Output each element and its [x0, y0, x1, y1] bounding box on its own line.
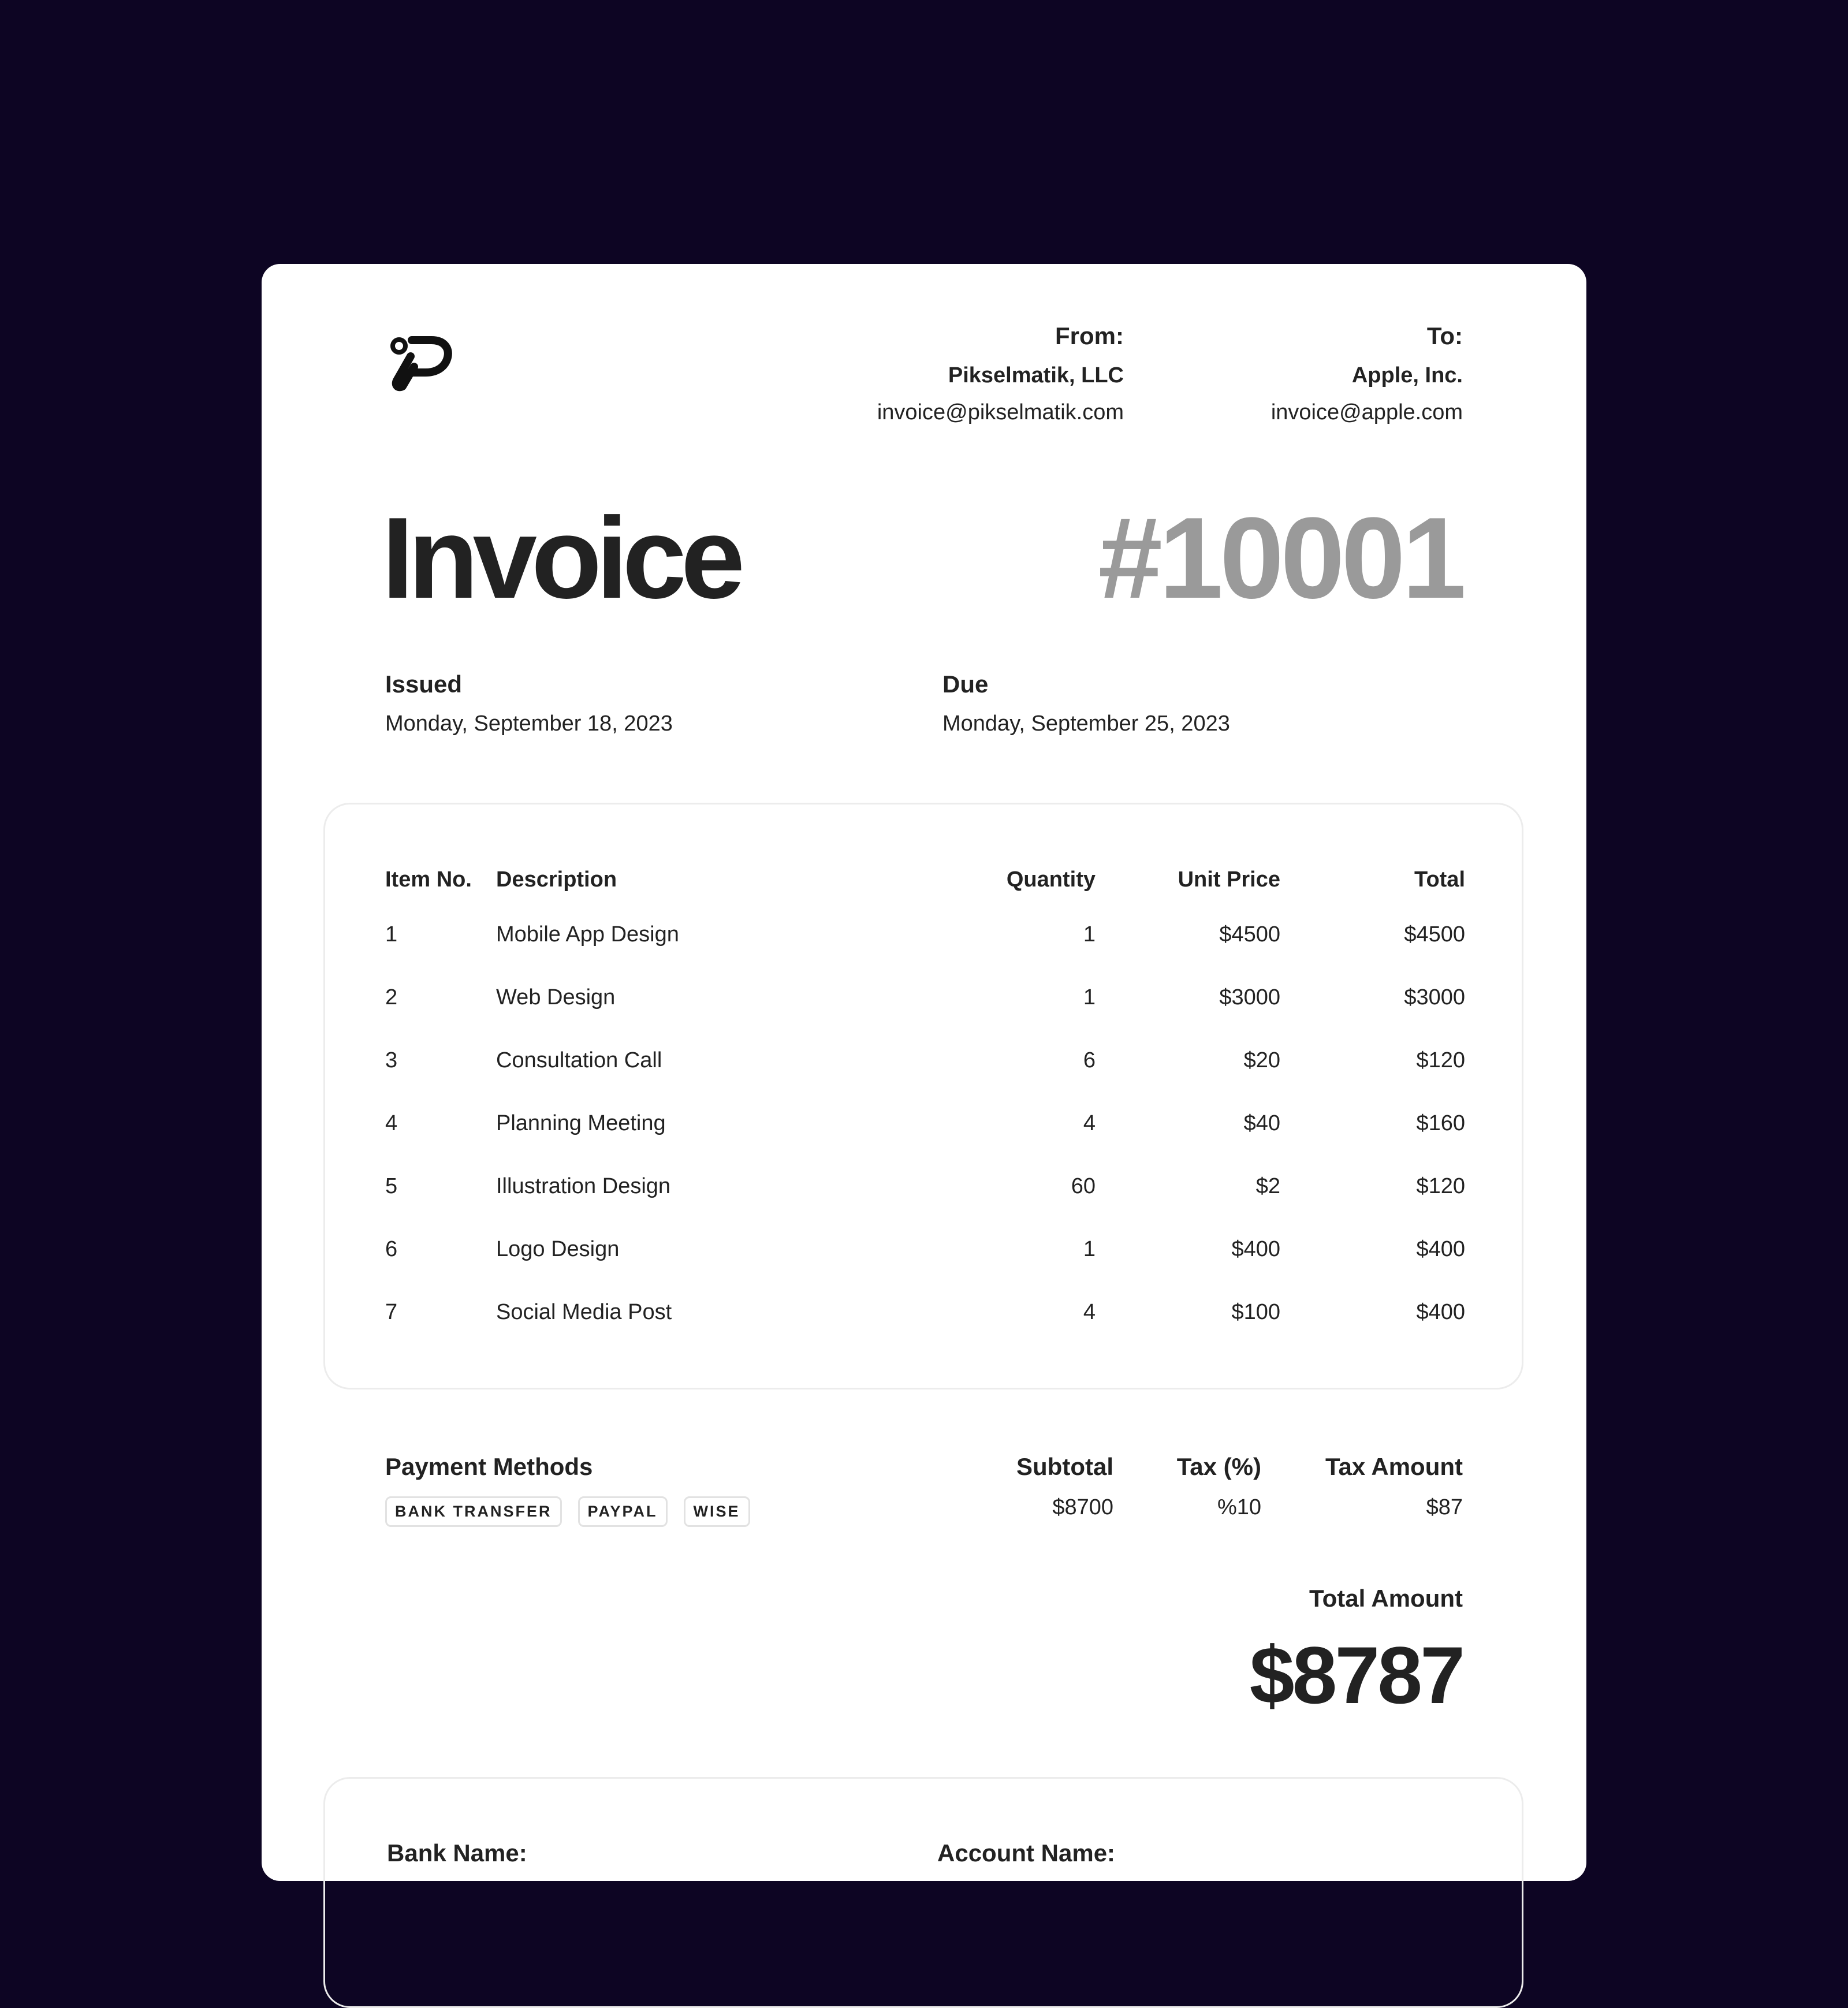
tax-rate-block — [1177, 1455, 1261, 1518]
item-description: Consultation Call — [496, 1048, 662, 1072]
item-no: 6 — [385, 1236, 398, 1261]
item-total: $400 — [1416, 1299, 1465, 1324]
table-row — [385, 1217, 1465, 1280]
payment-chip-paypal[interactable]: PAYPAL — [578, 1496, 668, 1527]
item-unit-price: $20 — [1243, 1048, 1280, 1072]
payment-chip-bank-transfer[interactable]: BANK TRANSFER — [385, 1496, 562, 1527]
payment-methods — [385, 1455, 750, 1527]
item-unit-price: $400 — [1231, 1236, 1280, 1261]
tax-amount-value: $87 — [1426, 1495, 1463, 1519]
account-name-label: Account Name: — [937, 1839, 1116, 1867]
from-email[interactable]: invoice@pikselmatik.com — [877, 400, 1124, 424]
header-item-no: Item No. — [385, 867, 472, 892]
item-description: Social Media Post — [496, 1299, 672, 1324]
item-total: $4500 — [1404, 922, 1465, 947]
item-total: $120 — [1416, 1048, 1465, 1072]
invoice-number: #10001 — [1098, 494, 1463, 623]
header-total: Total — [1414, 867, 1465, 892]
item-total: $120 — [1416, 1173, 1465, 1198]
item-description: Mobile App Design — [496, 922, 679, 947]
payment-method-chips — [385, 1496, 750, 1527]
table-row — [385, 1091, 1465, 1154]
total-amount-value: $8787 — [1249, 1630, 1463, 1720]
item-quantity: 4 — [1083, 1111, 1096, 1135]
item-quantity: 6 — [1083, 1048, 1096, 1072]
payment-methods-label: Payment Methods — [385, 1453, 593, 1480]
issued-date: Monday, September 18, 2023 — [385, 711, 673, 736]
header-quantity: Quantity — [1006, 867, 1096, 892]
to-label: To: — [1426, 322, 1463, 349]
item-description: Planning Meeting — [496, 1111, 666, 1135]
item-unit-price: $3000 — [1219, 985, 1280, 1009]
item-quantity: 1 — [1083, 1236, 1096, 1261]
item-quantity: 1 — [1083, 922, 1096, 947]
header-unit-price: Unit Price — [1178, 867, 1280, 892]
from-name: Pikselmatik, LLC — [948, 363, 1124, 388]
invoice-card — [262, 264, 1586, 1881]
item-no: 1 — [385, 922, 398, 947]
item-unit-price: $40 — [1243, 1111, 1280, 1135]
item-no: 5 — [385, 1173, 398, 1198]
tax-amount-block — [1325, 1455, 1463, 1518]
item-unit-price: $4500 — [1219, 922, 1280, 947]
item-quantity: 60 — [1071, 1173, 1096, 1198]
due-block — [942, 672, 1230, 735]
item-no: 4 — [385, 1111, 398, 1135]
tax-rate-label: Tax (%) — [1176, 1453, 1261, 1480]
table-row — [385, 1154, 1465, 1217]
to-block — [1271, 324, 1463, 423]
item-unit-price: $100 — [1231, 1299, 1280, 1324]
item-unit-price: $2 — [1255, 1173, 1280, 1198]
item-quantity: 1 — [1083, 985, 1096, 1009]
from-label: From: — [1055, 322, 1124, 349]
item-total: $3000 — [1404, 985, 1465, 1009]
table-row — [385, 966, 1465, 1029]
item-description: Web Design — [496, 985, 616, 1009]
subtotal-value: $8700 — [1052, 1495, 1113, 1519]
due-date: Monday, September 25, 2023 — [942, 711, 1230, 736]
invoice-title: Invoice — [382, 494, 740, 623]
item-no: 2 — [385, 985, 398, 1009]
item-total: $160 — [1416, 1111, 1465, 1135]
issued-block — [385, 672, 673, 735]
tax-amount-label: Tax Amount — [1325, 1453, 1463, 1480]
items-table-container — [323, 803, 1523, 1389]
table-row — [385, 903, 1465, 966]
issued-label: Issued — [385, 670, 463, 698]
item-no: 7 — [385, 1299, 398, 1324]
table-header-row — [385, 856, 1465, 903]
item-description: Illustration Design — [496, 1173, 671, 1198]
bank-details-container — [323, 1777, 1523, 2008]
from-block — [877, 324, 1124, 423]
items-table — [385, 856, 1465, 1343]
subtotal-label: Subtotal — [1016, 1453, 1113, 1480]
header-description: Description — [496, 867, 617, 892]
bank-name-label: Bank Name: — [387, 1839, 527, 1867]
to-email[interactable]: invoice@apple.com — [1270, 400, 1463, 424]
tax-rate-value: %10 — [1217, 1495, 1261, 1519]
payment-chip-wise[interactable]: WISE — [684, 1496, 750, 1527]
item-description: Logo Design — [496, 1236, 620, 1261]
total-amount-label: Total Amount — [1309, 1585, 1463, 1612]
to-name: Apple, Inc. — [1351, 363, 1463, 388]
item-total: $400 — [1416, 1236, 1465, 1261]
item-quantity: 4 — [1083, 1299, 1096, 1324]
table-row — [385, 1029, 1465, 1091]
total-amount-block — [1249, 1585, 1463, 1720]
table-row — [385, 1280, 1465, 1343]
item-no: 3 — [385, 1048, 398, 1072]
subtotal-block — [1016, 1455, 1113, 1518]
company-logo — [385, 333, 453, 392]
due-label: Due — [942, 670, 989, 698]
